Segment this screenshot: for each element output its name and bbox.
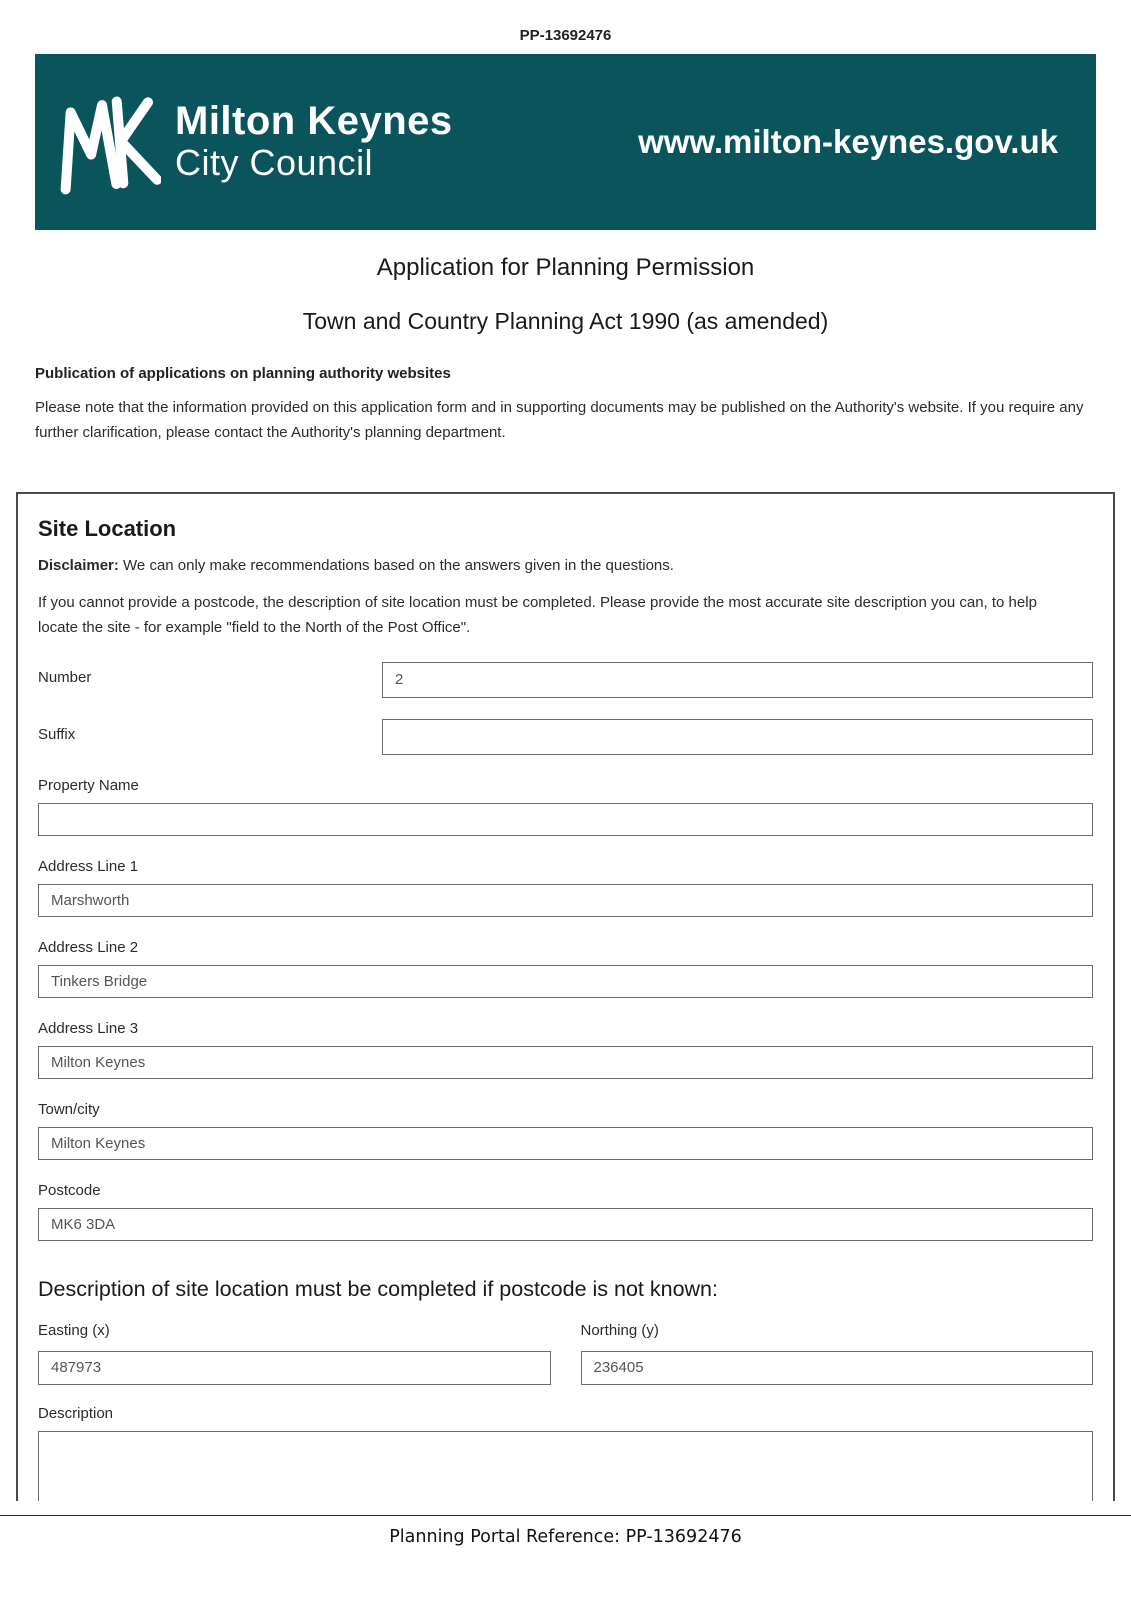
council-name: Milton Keynes [175, 99, 453, 144]
council-subname: City Council [175, 142, 374, 184]
town-city-input[interactable] [38, 1127, 1093, 1160]
postcode-label: Postcode [38, 1181, 101, 1199]
northing-field [581, 1322, 1094, 1385]
address-line-2-input[interactable] [38, 965, 1093, 998]
header-band [35, 54, 1096, 230]
property-name-field [38, 777, 1093, 836]
town-city-label: Town/city [38, 1100, 100, 1118]
publication-heading: Publication of applications on planning authority websites [35, 365, 451, 382]
number-label: Number [38, 668, 92, 686]
intro-content [35, 365, 1096, 446]
coordinates-row [38, 1322, 1093, 1385]
postcode-field [38, 1182, 1093, 1241]
form-title: Application for Planning Permission [376, 254, 755, 281]
address-line-2-label: Address Line 2 [38, 938, 139, 956]
footer-reference: Planning Portal Reference: PP-13692476 [389, 1526, 742, 1547]
disclaimer [38, 557, 1093, 574]
town-city-field [38, 1101, 1093, 1160]
number-row [38, 662, 1093, 698]
disclaimer-text: We can only make recommendations based on the answers given in the questions. [123, 556, 674, 574]
address-line-3-input[interactable] [38, 1046, 1093, 1079]
suffix-row [38, 719, 1093, 755]
description-textarea[interactable] [38, 1431, 1093, 1501]
property-name-input[interactable] [38, 803, 1093, 836]
number-input[interactable] [382, 662, 1093, 698]
description-label: Description [38, 1404, 114, 1422]
postcode-input[interactable] [38, 1208, 1093, 1241]
address-line-3-label: Address Line 3 [38, 1019, 139, 1037]
property-name-label: Property Name [38, 776, 139, 794]
publication-text: Please note that the information provided on this application form and in supporting documents may be published on the Authority's website. If you require any further clarification, please contact the Authority's planning department. [35, 399, 1084, 441]
mk-logo-icon [49, 83, 161, 201]
address-line-1-field [38, 858, 1093, 917]
suffix-input[interactable] [382, 719, 1093, 755]
address-line-1-input[interactable] [38, 884, 1093, 917]
council-website: www.milton-keynes.gov.uk [638, 123, 1058, 160]
council-logo [49, 83, 453, 201]
site-location-section [16, 492, 1115, 1501]
site-instructions: If you cannot provide a postcode, the description of site location must be completed. Please provide the most accurate site description you can, to help locate the site - for example "field to the North of the Post Office". [38, 593, 1037, 636]
easting-label: Easting (x) [38, 1321, 110, 1339]
address-line-2-field [38, 939, 1093, 998]
section-title: Site Location [38, 515, 177, 541]
council-name-block [175, 100, 453, 183]
footer-divider [0, 1515, 1131, 1516]
northing-input[interactable] [581, 1351, 1094, 1385]
disclaimer-label: Disclaimer: [38, 556, 119, 574]
description-field [38, 1405, 1093, 1501]
easting-field [38, 1322, 551, 1385]
form-subtitle: Town and Country Planning Act 1990 (as amended) [302, 308, 829, 334]
top-reference: PP-13692476 [519, 27, 612, 44]
easting-input[interactable] [38, 1351, 551, 1385]
suffix-label: Suffix [38, 725, 76, 743]
northing-label: Northing (y) [580, 1321, 659, 1339]
address-line-3-field [38, 1020, 1093, 1079]
address-line-1-label: Address Line 1 [38, 857, 139, 875]
description-heading: Description of site location must be completed if postcode is not known: [38, 1276, 718, 1301]
